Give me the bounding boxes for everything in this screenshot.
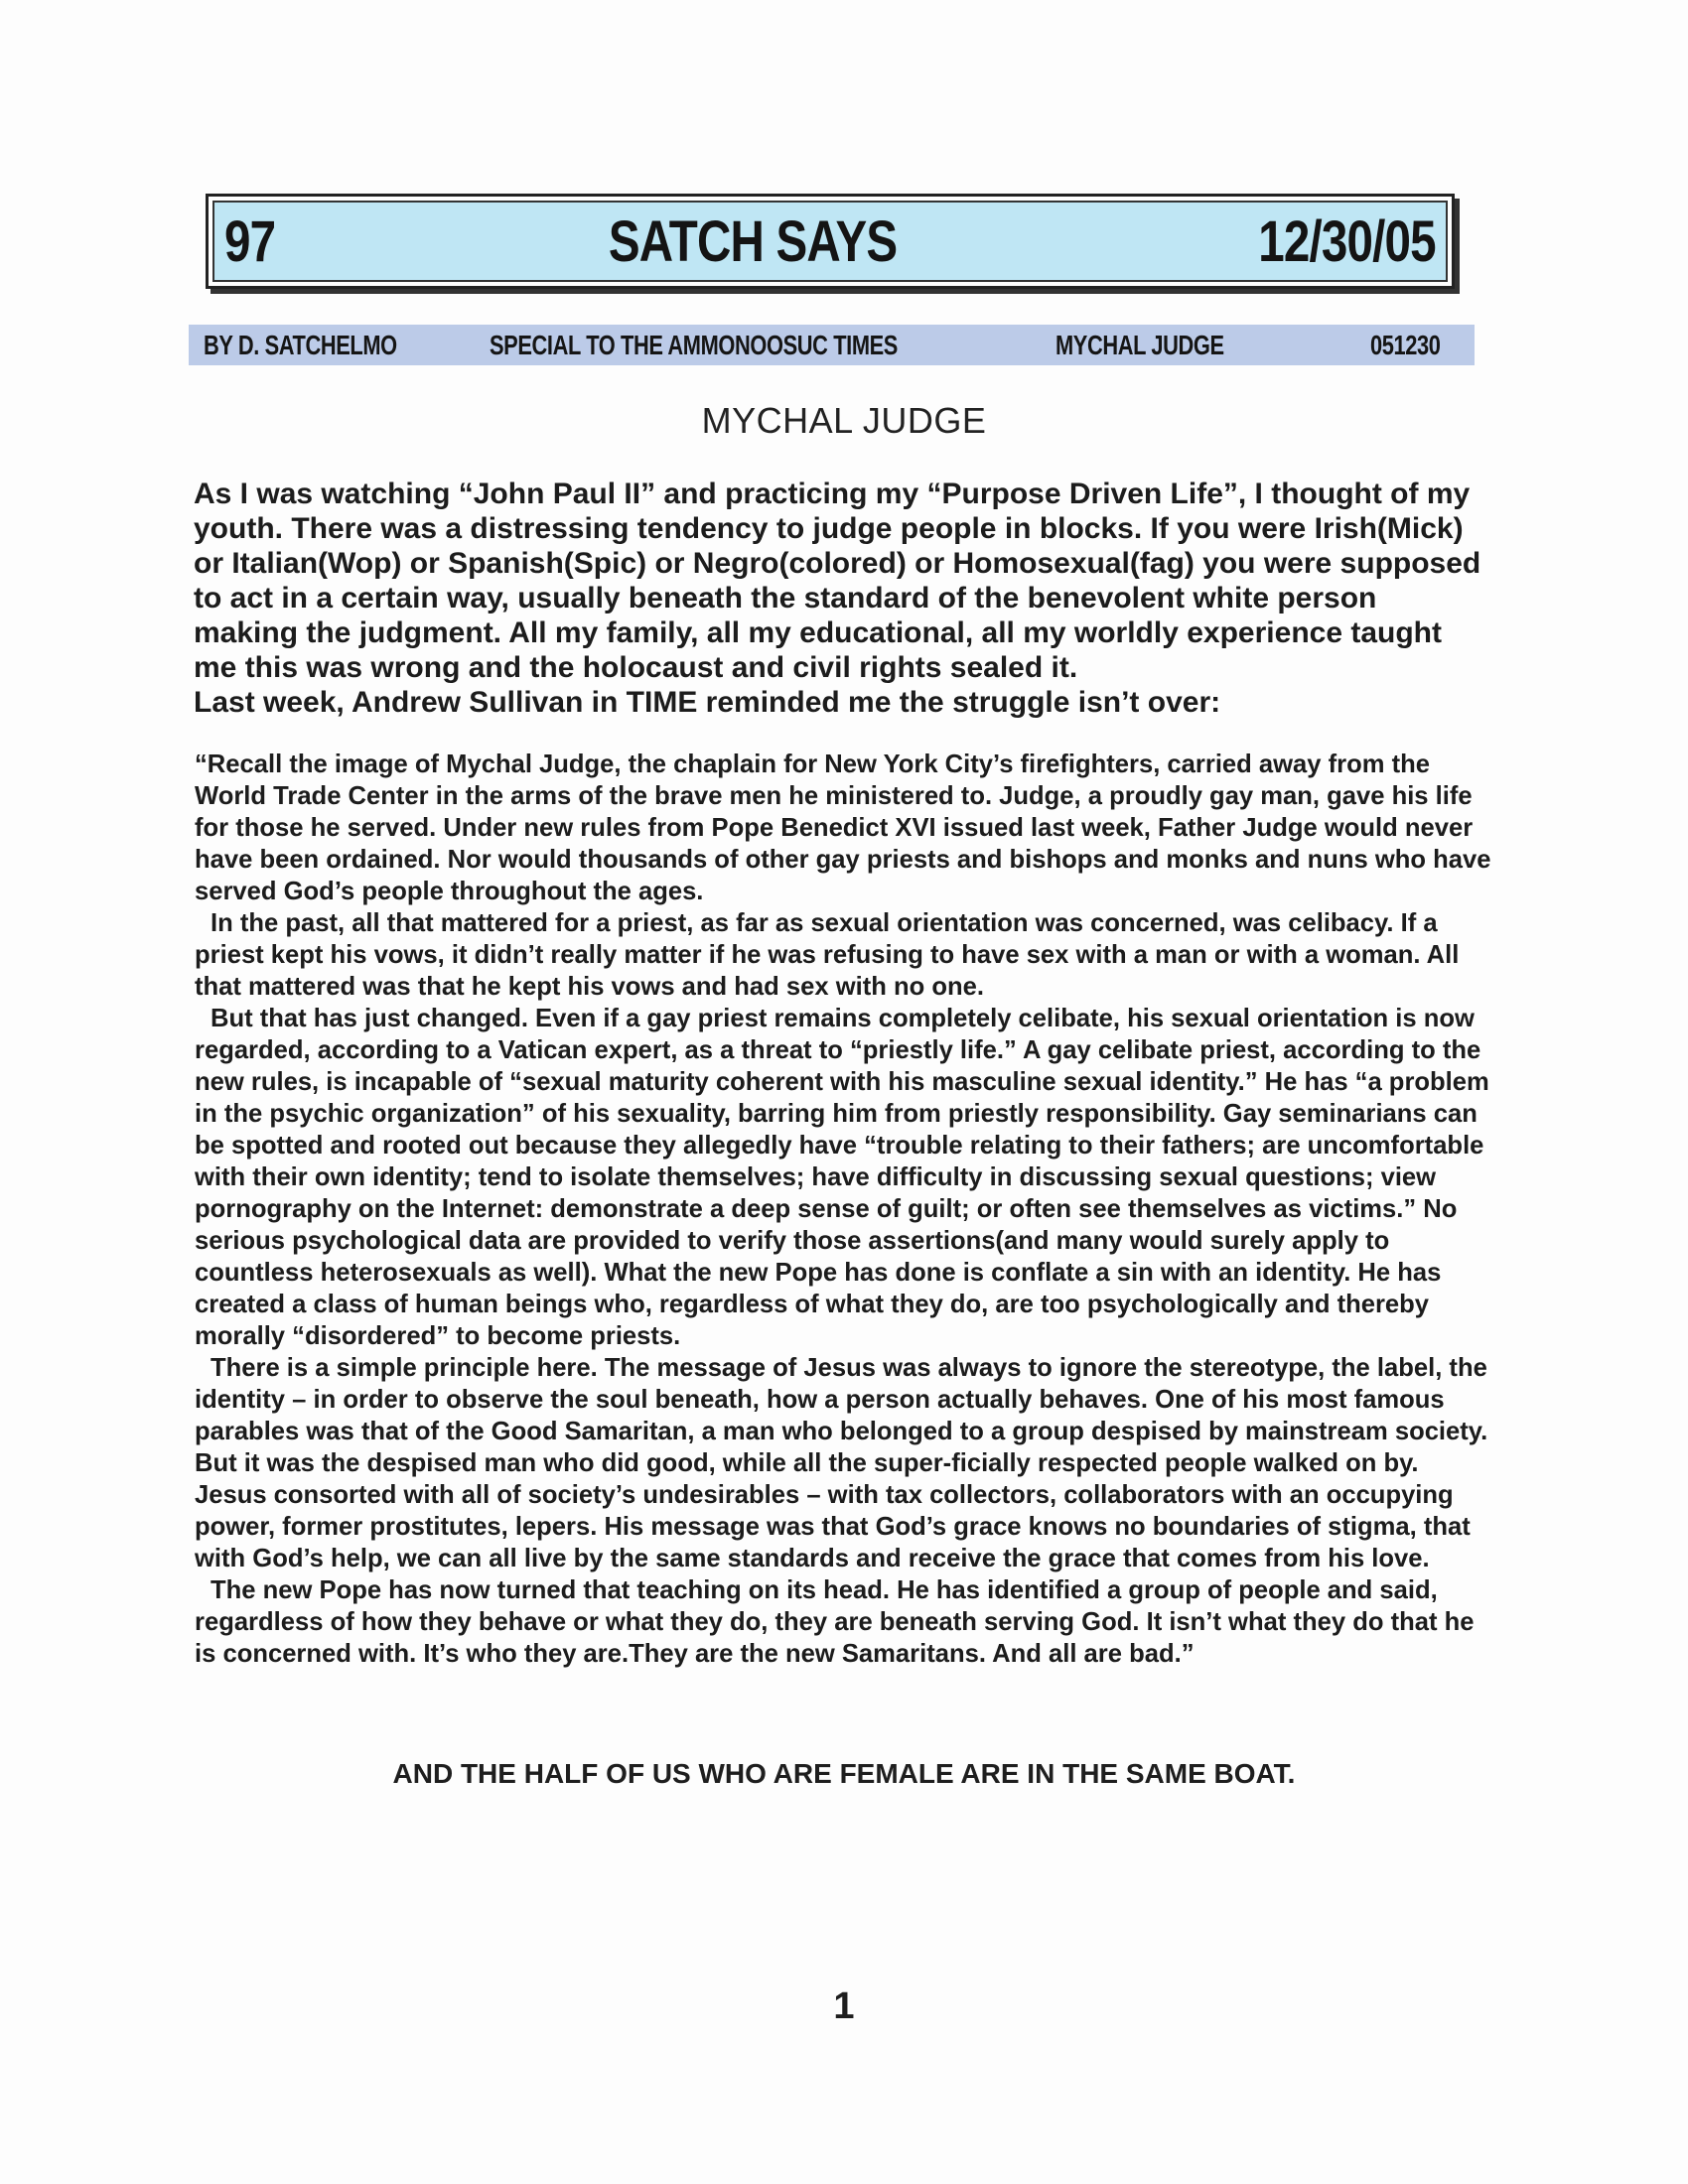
quote-paragraph: But that has just changed. Even if a gay priest remains completely celibate, his sexual orientation is now regarded, according to a Vatican expert, as a threat to “priestly life.” A gay celibate priest, according to the new rules, is incapable of “sexual maturity coherent with his masculine sexual identity.” He has “a problem in the psychic organization” of his sexuality, barring him from priestly responsibility. Gay seminarians can be spotted and rooted out because they allegedly have “trouble relating to their fathers; are uncomfortable with their own identity; tend to isolate themselves; have difficulty in discussing sexual questions; view pornography on the Internet: demonstrate a deep sense of guilt; or often see themselves as victims.” No serious psychological data are provided to verify those assertions(and many would surely apply to countless heterosexuals as well). What the new Pope has done is conflate a sin with an identity. He has created a class of human beings who, regardless of what they do, are too psychologically and thereby morally “disordered” to become priests. [195,1005,1489,1350]
article-title: MYCHAL JUDGE [701,400,987,441]
page-number: 1 [833,1985,855,2027]
issue-date: 12/30/05 [1258,208,1436,274]
byline-publication: SPECIAL TO THE AMMONOOSUC TIMES [490,329,898,360]
quoted-passage [195,749,1491,1670]
byline-topic: MYCHAL JUDGE [1055,329,1224,360]
quote-paragraph: The new Pope has now turned that teaching on its head. He has identified a group of people and said, regardless of how they behave or what they do, they are beneath serving God. It isn’t what they do that he is concerned with. It’s who they are.They are the new Samaritans. And all are bad.” [195,1576,1475,1668]
intro-last-line: Last week, Andrew Sullivan in TIME reminded me the struggle isn’t over: [194,686,1221,719]
byline-code: 051230 [1370,329,1441,360]
quote-paragraph: There is a simple principle here. The message of Jesus was always to ignore the stereotype, the label, the identity – in order to observe the soul beneath, how a person actually behaves. One of his most famous parables was that of the Good Samaritan, a man who belonged to a group despised by mainstream society. But it was the despised man who did good, while all the super-ficially respected people walked on by. Jesus consorted with all of society’s undesirables – with tax collectors, collaborators with an occupying power, former prostitutes, lepers. His message was that God’s grace knows no boundaries of stigma, that with God’s help, we can all live by the same standards and receive the grace that comes from his love. [195,1354,1488,1572]
masthead-banner [212,201,1448,282]
byline-bar [189,325,1475,365]
column-title: SATCH SAYS [609,208,898,274]
byline-author: BY D. SATCHELMO [204,329,397,360]
quote-paragraph: In the past, all that mattered for a priest, as far as sexual orientation was concerned, was celibacy. If a priest kept his vows, it didn’t really matter if he was refusing to have sex with a man or with a woman. All that mattered was that he kept his vows and had sex with no one. [195,909,1460,1001]
issue-number: 97 [224,208,276,274]
masthead [206,194,1455,289]
closing-statement: AND THE HALF OF US WHO ARE FEMALE ARE IN THE SAME BOAT. [392,1758,1296,1789]
intro-text [194,477,1484,720]
quote-paragraph: “Recall the image of Mychal Judge, the chaplain for New York City’s firefighters, carried away from the World Trade Center in the arms of the brave men he ministered to. Judge, a proudly gay man, gave his life for those he served. Under new rules from Pope Benedict XVI issued last week, Father Judge would never have been ordained. Nor would thousands of other gay priests and bishops and monks and nuns who have served God’s people throughout the ages. [195,751,1491,905]
intro-paragraph: As I was watching “John Paul II” and practicing my “Purpose Driven Life”, I thought of my youth. There was a distressing tendency to judge people in blocks. If you were Irish(Mick) or Italian(Wop) or Spanish(Spic) or Negro(colored) or Homosexual(fag) you were supposed to act in a certain way, usually beneath the standard of the benevolent white person making the judgment. All my family, all my educational, all my worldly experience taught me this was wrong and the holocaust and civil rights sealed it. [194,478,1481,684]
